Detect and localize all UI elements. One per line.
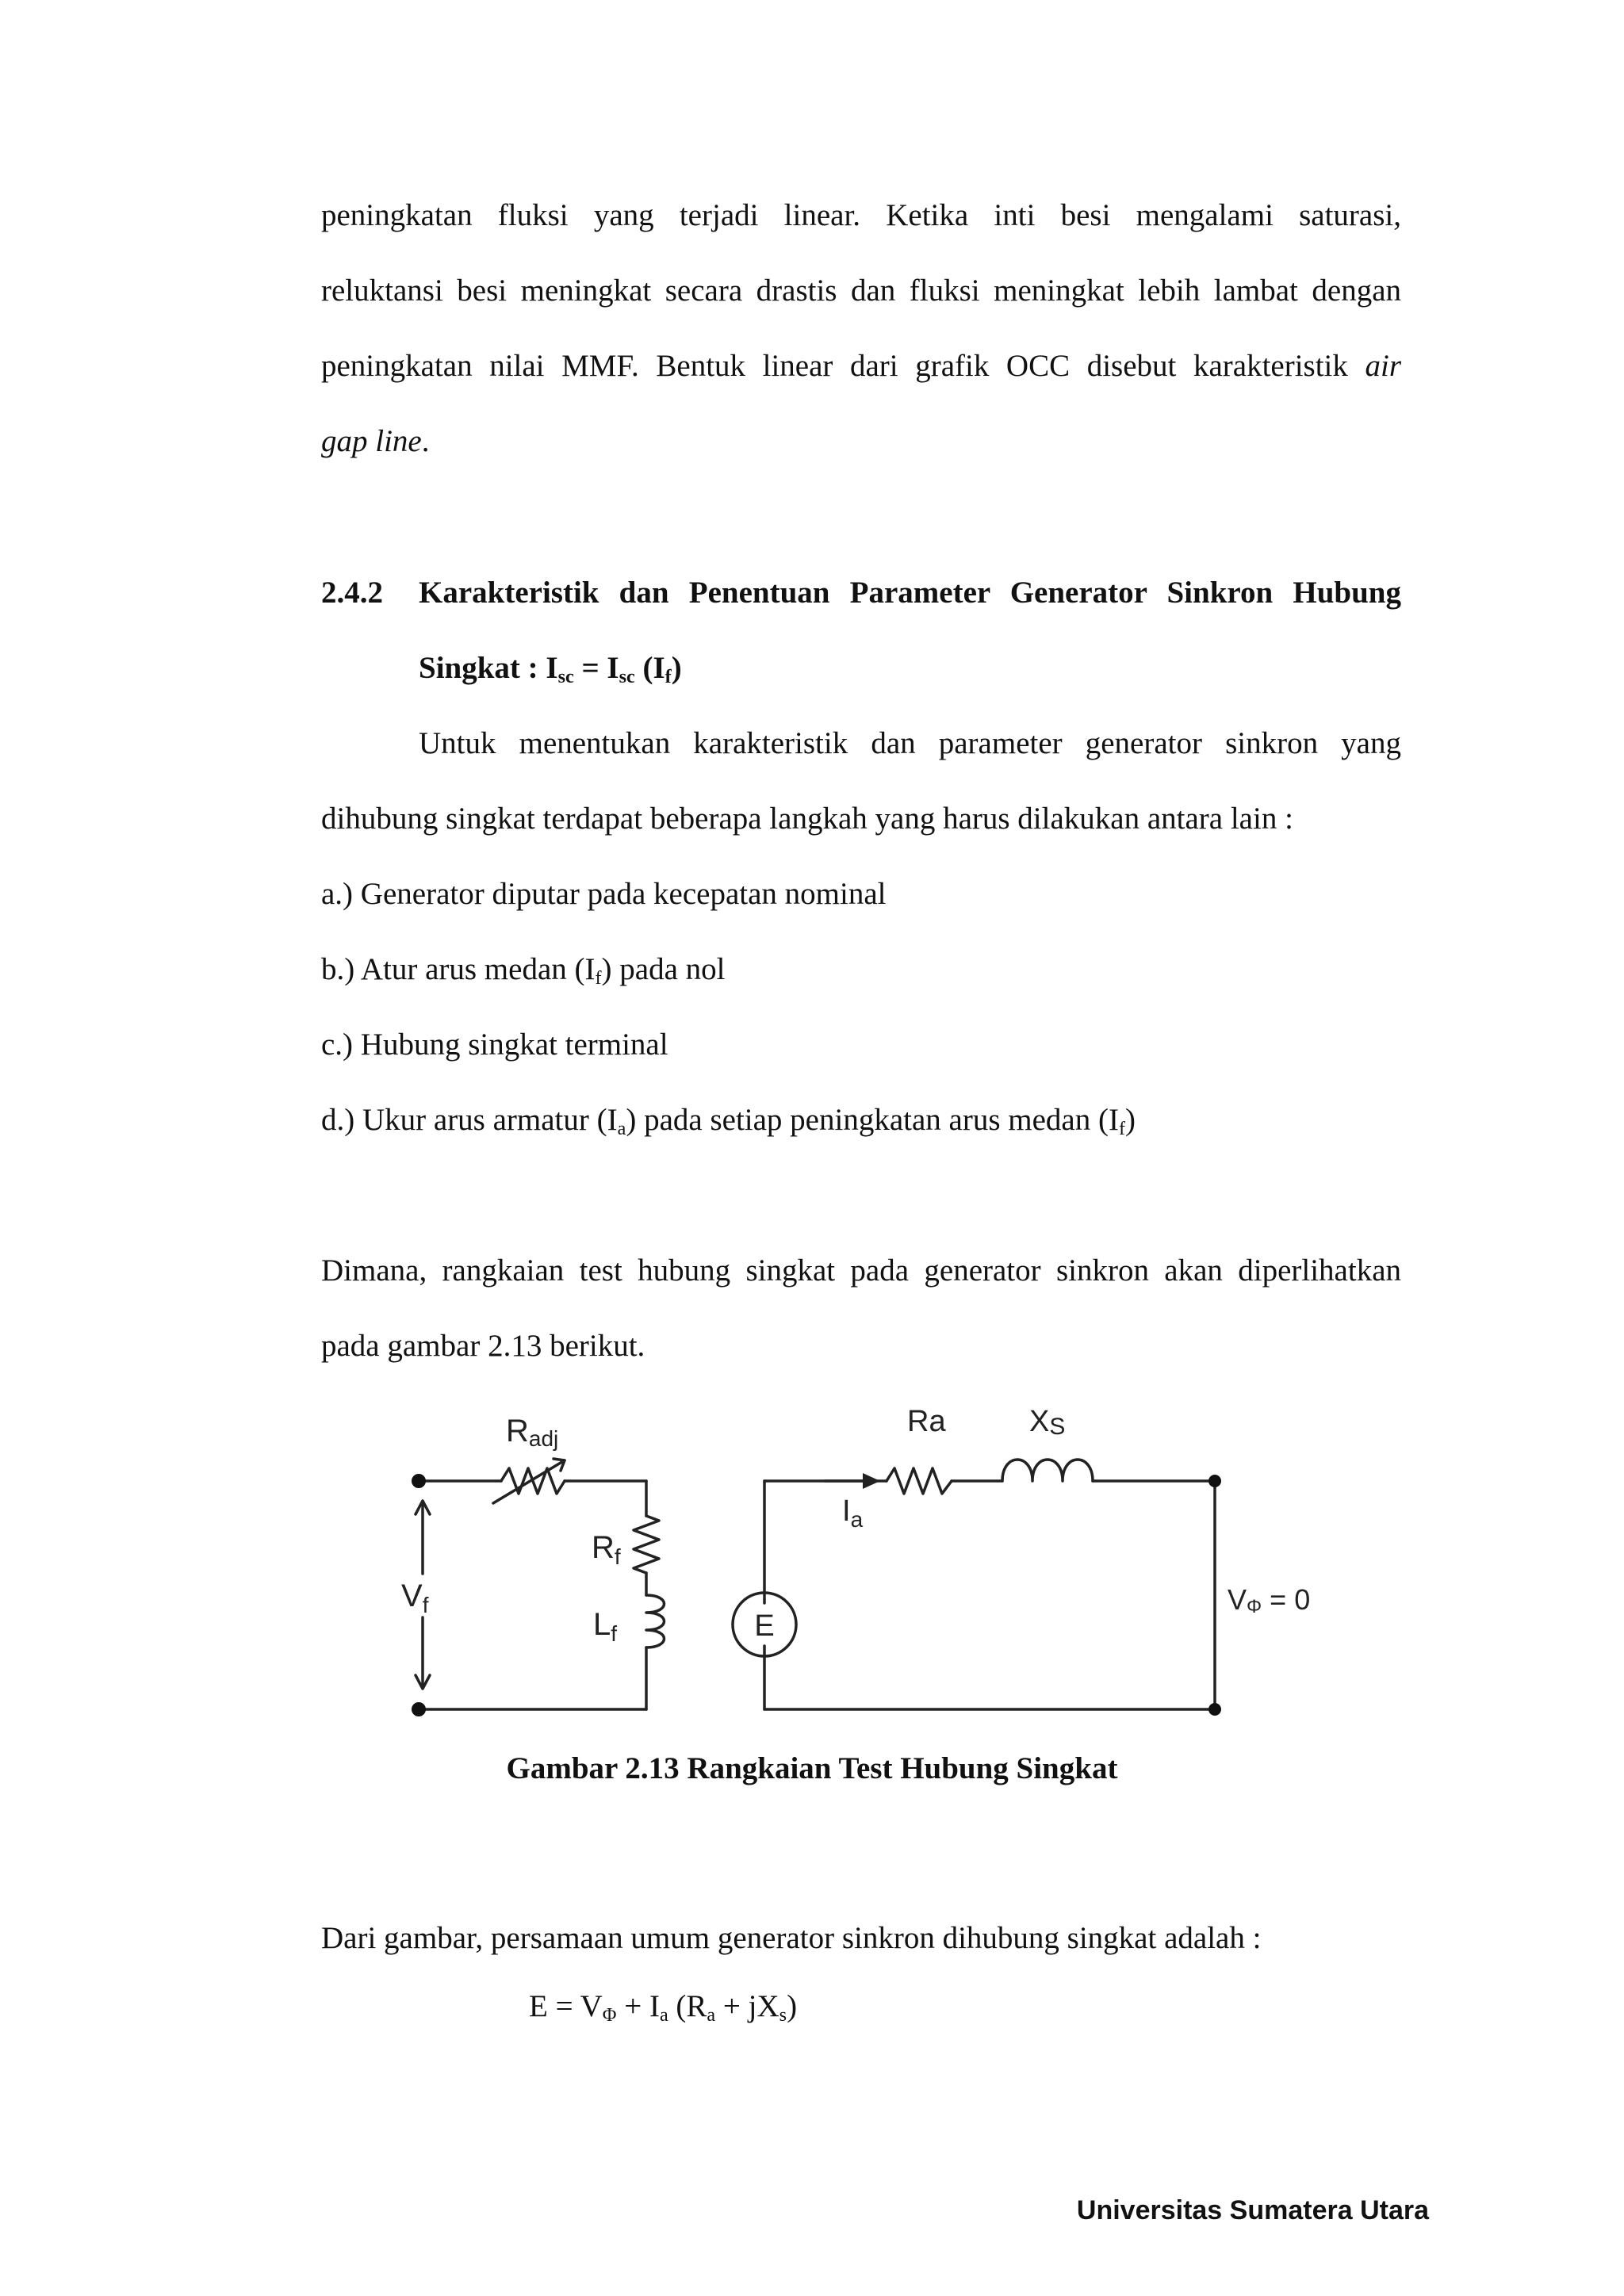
paragraph-line: Dari gambar, persamaan umum generator sinkron dihubung singkat adalah : [321, 1921, 1262, 1955]
italic-term: gap line [321, 424, 422, 458]
label-source-e: E [754, 1609, 775, 1643]
list-item-text: d.) Ukur arus armatur (I [321, 1103, 618, 1137]
terminal-dot [412, 1474, 426, 1488]
subscript: s [779, 2004, 787, 2026]
footer-university: Universitas Sumatera Utara [1076, 2195, 1429, 2225]
ra-resistor [887, 1468, 952, 1494]
section-title-line: Karakteristik dan Penentuan Parameter Generator Sinkron Hubung [419, 576, 1401, 610]
equation-text: + jX [715, 1989, 779, 2023]
lf-inductor [646, 1595, 665, 1647]
equation [529, 1988, 797, 2024]
subscript: a [659, 2004, 668, 2026]
terminal-dot [1208, 1475, 1221, 1487]
subscript: a [617, 1118, 626, 1140]
equation-text: E = V [529, 1989, 603, 2023]
equation-text: ) [787, 1989, 798, 2023]
xs-inductor [1002, 1460, 1093, 1481]
italic-term: air [1365, 349, 1401, 383]
section-number: 2.4.2 [321, 576, 383, 610]
rf-resistor [634, 1516, 659, 1573]
list-item: a.) Generator diputar pada kecepatan nominal [321, 877, 887, 911]
label-vf: $V_f$ [401, 1578, 429, 1617]
paragraph-line: pada gambar 2.13 berikut. [321, 1329, 645, 1363]
label-vphi: VΦ = 0 [1228, 1583, 1311, 1617]
label-rf: $R_f$ [592, 1530, 621, 1569]
subscript: f [665, 666, 672, 688]
paragraph-line: Untuk menentukan karakteristik dan parameter generator sinkron yang [419, 726, 1401, 760]
paragraph-line: dihubung singkat terdapat beberapa langkah yang harus dilakukan antara lain : [321, 802, 1293, 836]
radj-arrow [493, 1460, 565, 1503]
label-xs: XS [1029, 1405, 1066, 1440]
label-radj: Radj [506, 1414, 559, 1451]
subscript: a [707, 2004, 716, 2026]
label-ra: Ra [907, 1405, 946, 1438]
period: . [421, 424, 430, 458]
list-item-text: b.) Atur arus medan (I [321, 952, 596, 986]
list-item: c.) Hubung singkat terminal [321, 1027, 668, 1062]
label-ia: $I_a$ [842, 1494, 864, 1532]
paragraph-equation-intro [321, 1900, 1401, 1976]
subscript: sc [557, 666, 574, 688]
armature-circuit [733, 1460, 1215, 1709]
title-text: = I [573, 651, 619, 685]
terminal-dot [1208, 1703, 1221, 1716]
paragraph-line: reluktansi besi meningkat secara drastis dan fluksi meningkat lebih lambat dengan [321, 274, 1401, 308]
title-text: (I [634, 651, 665, 685]
paragraph-line-text: peningkatan nilai MMF. Bentuk linear dari grafik OCC disebut karakteristik [321, 349, 1348, 383]
subscript: sc [619, 666, 635, 688]
list-item-text: ) pada nol [601, 952, 726, 986]
subscript: f [595, 967, 602, 989]
subscript: Φ [602, 2004, 617, 2026]
field-circuit [416, 1459, 665, 1709]
list-item-text: ) [1125, 1103, 1136, 1137]
label-lf: $L_f$ [593, 1607, 618, 1646]
equation-text: (R [668, 1989, 707, 2023]
title-text: Singkat : I [419, 651, 558, 685]
figure-caption: Gambar 2.13 Rangkaian Test Hubung Singkat [506, 1751, 1118, 1785]
title-text: ) [671, 651, 682, 685]
list-item-text: ) pada setiap peningkatan arus medan (I [626, 1103, 1119, 1137]
terminal-dot [412, 1702, 426, 1716]
paragraph-line: Dimana, rangkaian test hubung singkat pada generator sinkron akan diperlihatkan [321, 1253, 1401, 1288]
paragraph-line: peningkatan fluksi yang terjadi linear. Ketika inti besi mengalami saturasi, [321, 198, 1401, 232]
subscript: f [1118, 1118, 1125, 1140]
equation-text: + I [616, 1989, 660, 2023]
